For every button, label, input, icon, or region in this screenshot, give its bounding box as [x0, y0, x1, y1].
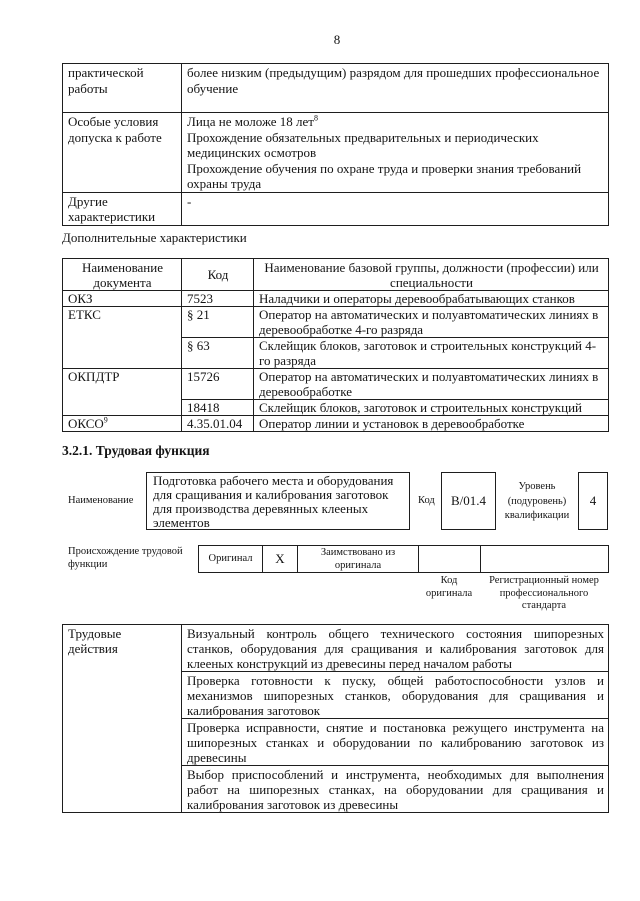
table-row	[63, 291, 609, 307]
original-code-label	[418, 575, 480, 600]
borrowed-label: Заимствовано из оригинала	[320, 547, 396, 571]
document-cell: ЕТКС	[63, 307, 182, 369]
code-cell: 15726	[182, 369, 254, 400]
name-cell: Склейщик блоков, заготовок и строительных конструкций	[254, 400, 609, 416]
name-cell: Оператор линии и установок в деревообработке	[254, 416, 609, 432]
table-row	[63, 416, 609, 432]
original-cell: Оригинал	[199, 546, 263, 573]
column-header-name: Наименование базовой группы, должности (профессии) или специальности	[254, 259, 609, 291]
code-cell: 18418	[182, 400, 254, 416]
qualification-level-label: Уровень (подуровень) квалификации	[504, 481, 570, 521]
document-cell: ОКПДТР	[63, 369, 182, 416]
code-cell: 4.35.01.04	[182, 416, 254, 432]
table-row	[63, 113, 609, 193]
qualification-level-box	[578, 472, 608, 530]
value-line	[187, 114, 604, 130]
labor-action-item: Выбор приспособлений и инструмента, необходимых для выполнения работ на шипорезных станках, на оборудовании для сращивания и калибрования заготовок из древесины	[182, 766, 609, 813]
document-cell	[63, 416, 182, 432]
function-name-box	[146, 472, 410, 530]
labor-action-item: Визуальный контроль общего технического состояния шипорезных станков, оборудования для сращивания и калибрования заготовок для клееных конструкций из древесины перед началом работы	[182, 625, 609, 672]
row-label: практической работы	[68, 65, 144, 96]
document-name: ОКСО	[68, 416, 104, 431]
section-title: 3.2.1. Трудовая функция	[62, 443, 210, 458]
row-label-cell	[63, 192, 182, 225]
original-mark-cell: X	[263, 546, 298, 573]
table-row	[63, 307, 609, 338]
additional-characteristics-table	[62, 258, 609, 432]
labor-actions-table	[62, 624, 609, 813]
row-label-cell	[63, 64, 182, 113]
code-cell: 7523	[182, 291, 254, 307]
code-cell: § 21	[182, 307, 254, 338]
registration-number-label: Регистрационный номер профессионального стандарта	[489, 575, 599, 611]
table-row	[63, 369, 609, 400]
row-label: Другие характеристики	[68, 193, 156, 224]
code-cell: § 63	[182, 338, 254, 369]
document-cell: ОКЗ	[63, 291, 182, 307]
value-line: Прохождение обязательных предварительных и периодических медицинских осмотров	[187, 129, 539, 160]
labor-actions-label: Трудовые действия	[68, 626, 122, 656]
row-value-cell	[182, 113, 609, 193]
function-name: Подготовка рабочего места и оборудования для сращивания и калибрования заготовок для производства деревянных клееных элементов	[153, 473, 394, 530]
function-name-label: Наименование	[68, 495, 134, 506]
row-value-cell	[182, 64, 609, 113]
name-cell: Склейщик блоков, заготовок и строительных конструкций 4-го разряда	[254, 338, 609, 369]
row-label-cell	[63, 113, 182, 193]
name-cell: Оператор на автоматических и полуавтоматических линиях в деревообработке	[254, 369, 609, 400]
page-number: 8	[333, 32, 341, 47]
original-code-label-text: Код оригинала	[425, 575, 473, 599]
table-row	[63, 64, 609, 113]
labor-actions-label-cell	[63, 625, 182, 813]
labor-action-item: Проверка исправности, снятие и постановка режущего инструмента на шипорезных станках и оборудовании по калиброванию заготовок из древесины	[182, 719, 609, 766]
additional-characteristics-heading: Дополнительные характеристики	[62, 230, 247, 245]
name-cell: Наладчики и операторы деревообрабатывающих станков	[254, 291, 609, 307]
origin-label: Происхождение трудовой функции	[68, 546, 183, 570]
value-line: -	[187, 193, 192, 209]
function-code: B/01.4	[450, 493, 487, 508]
requirements-table	[62, 63, 609, 226]
footnote-mark: 8	[313, 113, 318, 123]
footnote-mark: 9	[103, 415, 108, 425]
row-label: Особые условия допуска к работе	[68, 114, 162, 145]
value-line: Прохождение обучения по охране труда и проверки знания требований охраны труда	[187, 160, 582, 191]
column-header-code: Код	[182, 259, 254, 291]
labor-action-item: Проверка готовности к пуску, общей работоспособности узлов и механизмов шипорезных станков, оборудования для сращивания и калибрования заготовок	[182, 672, 609, 719]
name-cell: Оператор на автоматических и полуавтоматических линиях в деревообработке 4-го разряда	[254, 307, 609, 338]
row-value-cell	[182, 192, 609, 225]
registration-number-cell	[481, 546, 609, 573]
original-code-cell	[419, 546, 481, 573]
borrowed-cell	[298, 546, 419, 573]
origin-row	[199, 546, 609, 573]
column-header-document: Наименование документа	[63, 259, 182, 291]
table-header-row	[63, 259, 609, 291]
origin-table	[198, 545, 609, 573]
table-row	[63, 625, 609, 672]
value-text: Лица не моложе 18 лет	[187, 114, 314, 129]
qualification-level: 4	[589, 493, 597, 508]
function-code-label: Код	[418, 495, 435, 506]
function-code-box	[441, 472, 496, 530]
value-line: более низким (предыдущим) разрядом для прошедших профессиональное обучение	[187, 65, 600, 96]
table-row	[63, 192, 609, 225]
